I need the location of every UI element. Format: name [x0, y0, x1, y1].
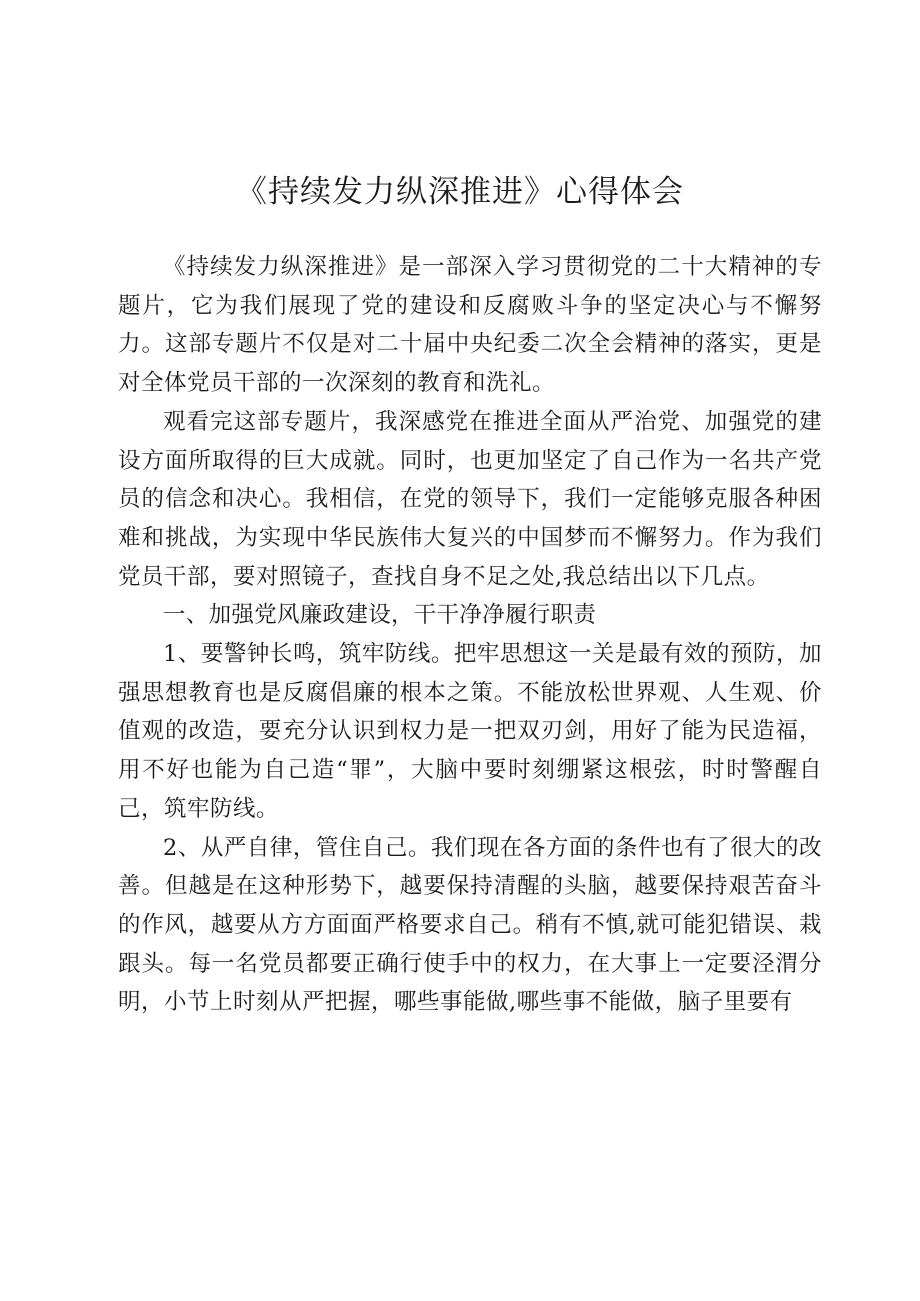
document-body: [118, 248, 822, 1022]
intro-paragraph-1: 《持续发力纵深推进》是一部深入学习贯彻党的二十大精神的专题片，它为我们展现了党的建设和反腐败斗争的坚定决心与不懈努力。这部专题片不仅是对二十届中央纪委二次全会精神的落实，更是对全体党员干部的一次深刻的教育和洗礼。: [118, 254, 822, 397]
item-paragraph-1: 1、要警钟长鸣，筑牢防线。把牢思想这一关是最有效的预防，加强思想教育也是反腐倡廉的根本之策。不能放松世界观、人生观、价值观的改造，要充分认识到权力是一把双刃剑，用好了能为民造福，用不好也能为自己造“罪”，大脑中要时刻绷紧这根弦，时时警醒自己，筑牢防线。: [118, 641, 822, 822]
item-paragraph-2: 2、从严自律，管住自己。我们现在各方面的条件也有了很大的改善。但越是在这种形势下，越要保持清醒的头脑，越要保持艰苦奋斗的作风，越要从方方面面严格要求自己。稍有不慎,就可能犯错误、栽跟头。每一名党员都要正确行使手中的权力，在大事上一定要泾渭分明，小节上时刻从严把握，哪些事能做,哪些事不能做，脑子里要有: [118, 834, 822, 1016]
document-title: 《持续发力纵深推进》心得体会: [236, 174, 684, 210]
intro-paragraph-2: 观看完这部专题片，我深感党在推进全面从严治党、加强党的建设方面所取得的巨大成就。同时，也更加坚定了自己作为一名共产党员的信念和决心。我相信，在党的领导下，我们一定能够克服各种困难和挑战，为实现中华民族伟大复兴的中国梦而不懈努力。作为我们党员干部，要对照镜子，查找自身不足之处,我总结出以下几点。: [118, 408, 822, 590]
section-heading-1: 一、加强党风廉政建设，干干净净履行职责: [163, 602, 597, 629]
